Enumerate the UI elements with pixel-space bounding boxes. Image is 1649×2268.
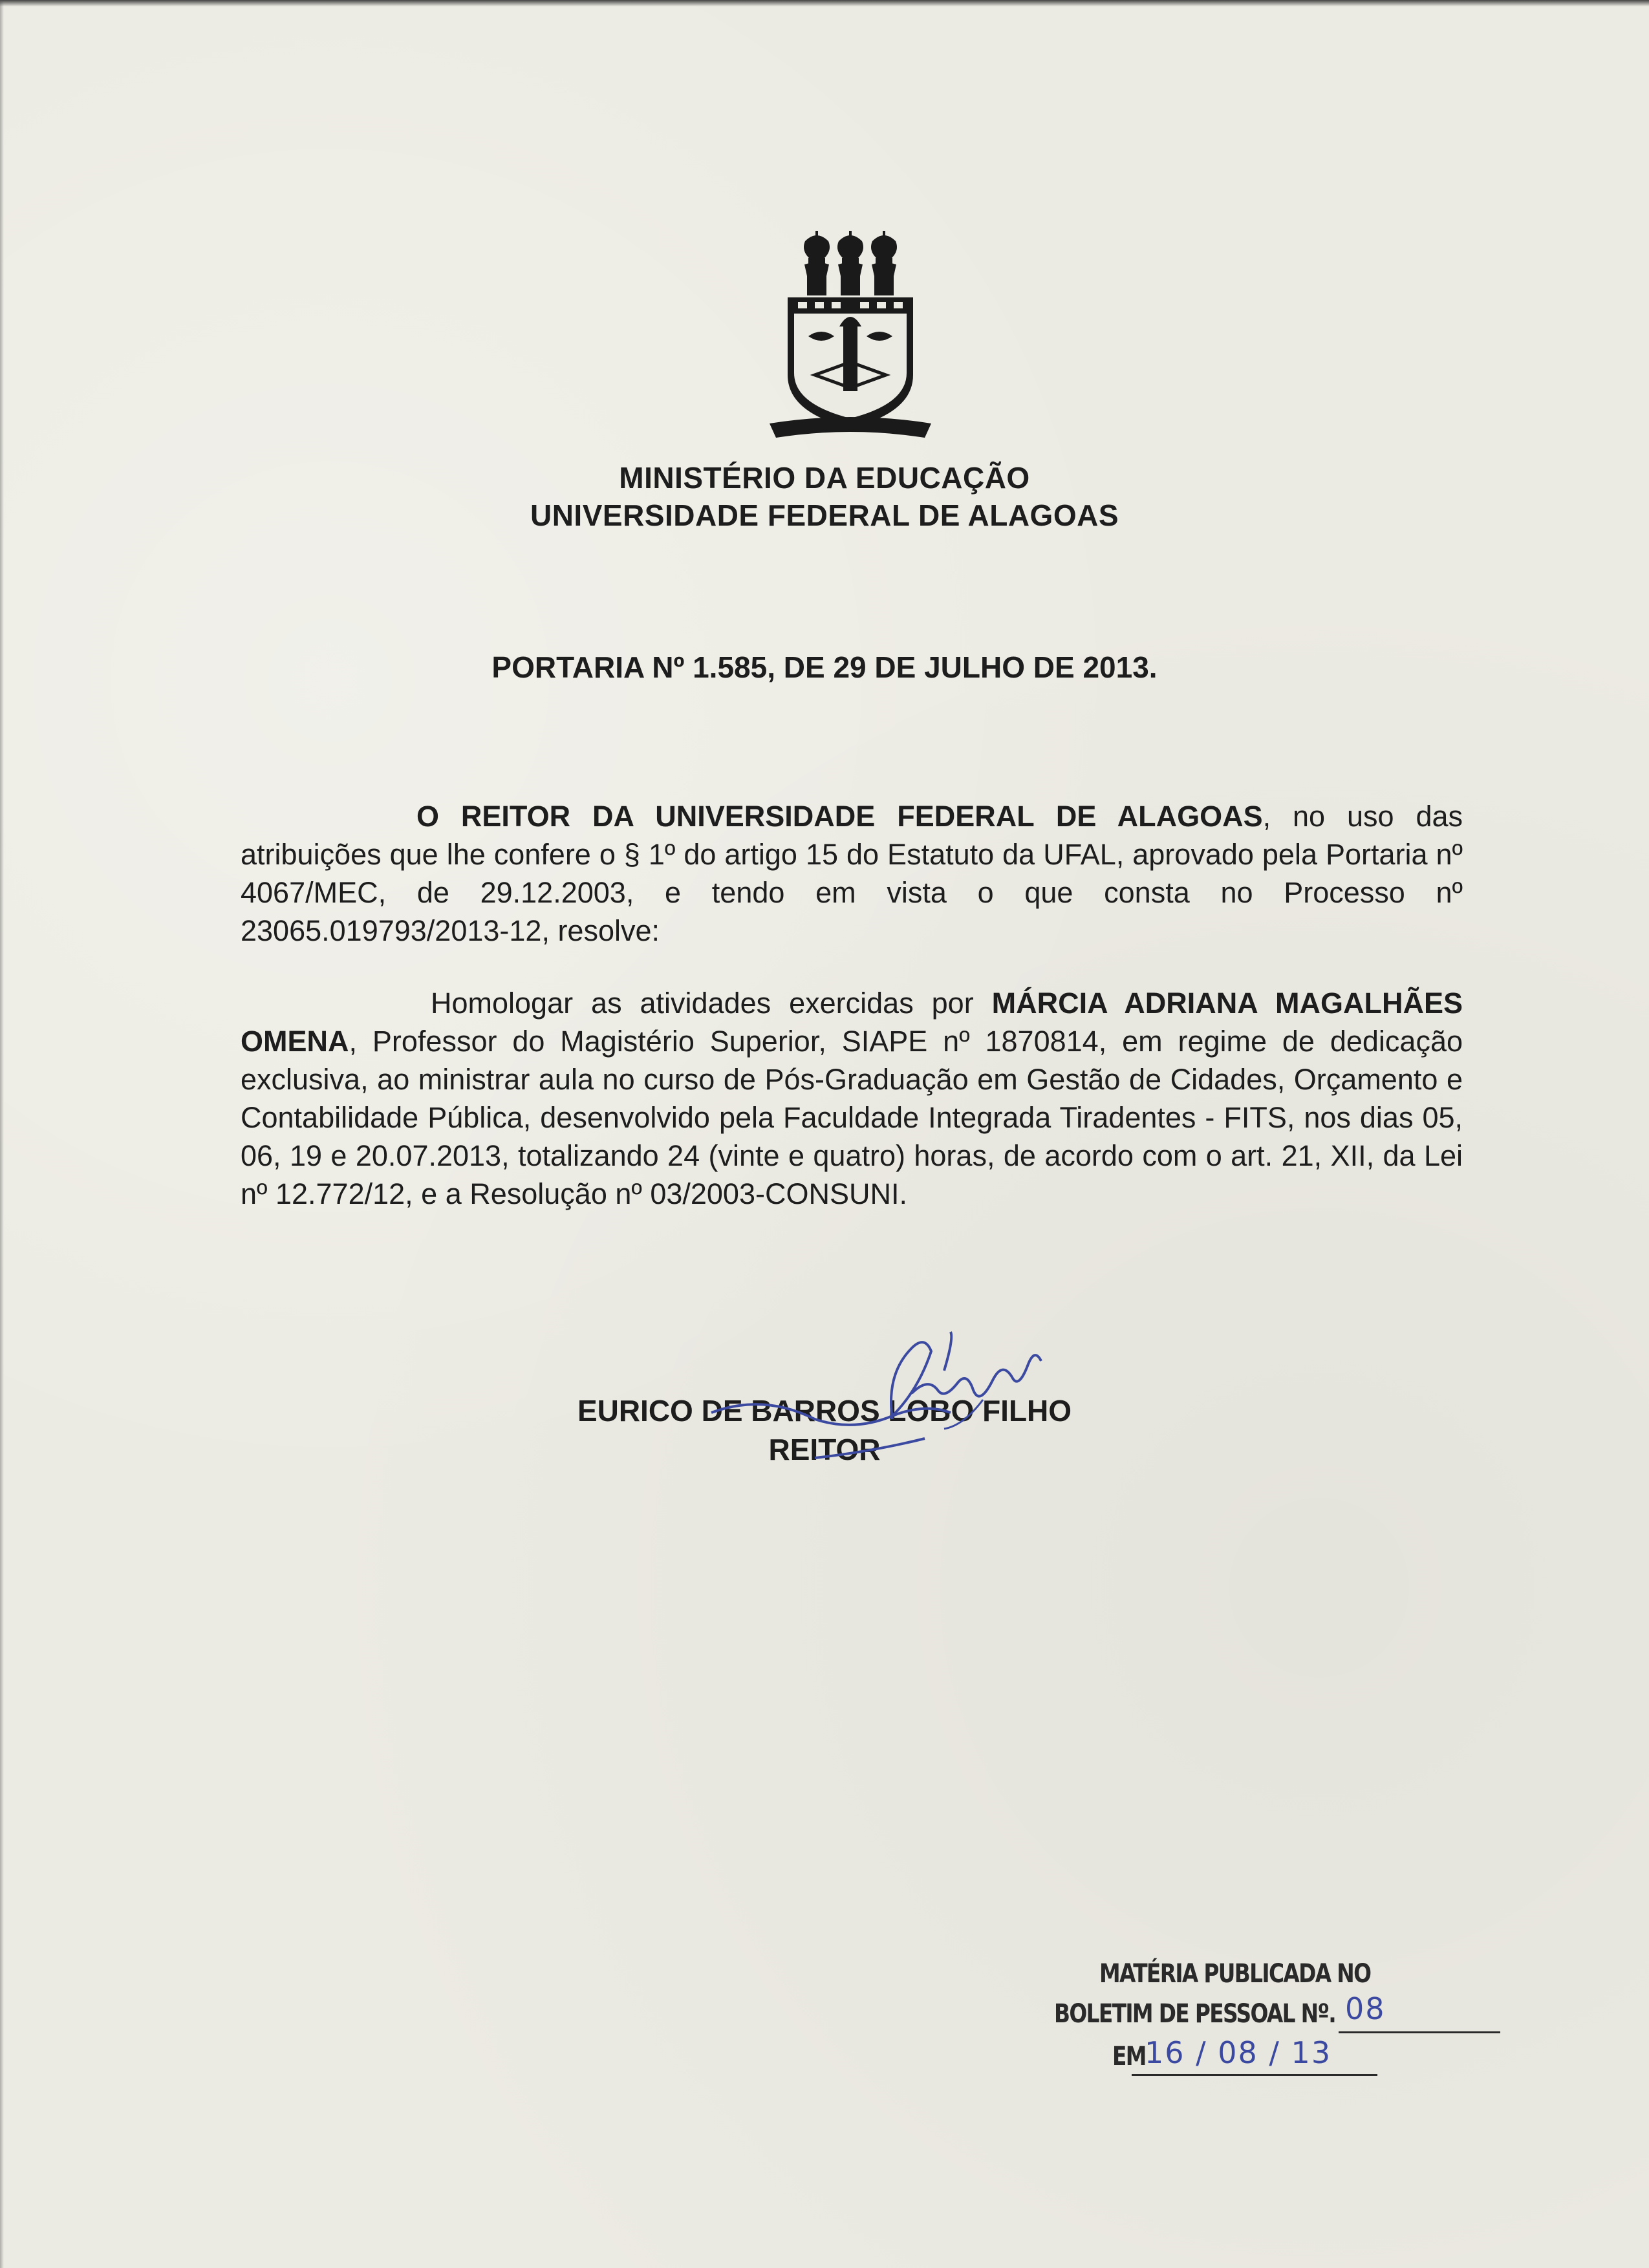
- stamp-underline-number: [1339, 2031, 1500, 2033]
- preamble-text: , no uso das atribuições que lhe confere o § 1º do artigo 15 do Estatuto da UFAL, aprovado pela Portaria nº 4067/MEC, de 29.12.2003, e tendo em vista o que consta no Processo nº 23065.019793/2013-12, resolve:: [241, 800, 1463, 947]
- scan-top-edge: [0, 0, 1649, 6]
- paragraph-preamble: [241, 797, 1463, 950]
- ministry-heading: MINISTÉRIO DA EDUCAÇÃO: [619, 461, 1030, 495]
- university-heading: UNIVERSIDADE FEDERAL DE ALAGOAS: [530, 498, 1119, 532]
- signatory-name: EURICO DE BARROS LOBO FILHO: [577, 1394, 1072, 1428]
- handwritten-signature-icon: [698, 1322, 1112, 1477]
- resolution-text: , Professor do Magistério Superior, SIAPE nº 1870814, em regime de dedicação exclusiva, ao ministrar aula no curso de Pós-Graduação em Gestão de Cidades, Orçamento e Contabilidade Pública, desenvolvido pela Faculdade Integrada Tiradentes - FITS, nos dias 05, 06, 19 e 20.07.2013, totalizando 24 (vinte e quatro) horas, de acordo com o art. 21, XII, da Lei nº 12.772/12, e a Resolução nº 03/2003-CONSUNI.: [241, 1025, 1463, 1210]
- preamble-bold-lead: O REITOR DA UNIVERSIDADE FEDERAL DE ALAGOAS: [416, 800, 1263, 833]
- stamp-underline-date: [1132, 2074, 1377, 2076]
- resolution-bold-name: MÁRCIA ADRIANA MAGALHÃES OMENA: [241, 987, 1463, 1058]
- resolution-lead: Homologar as atividades exercidas por: [431, 987, 992, 1020]
- university-crest-icon: [770, 230, 931, 446]
- signatory-role: REITOR: [768, 1433, 881, 1466]
- stamp-boletim-number: 08: [1345, 1991, 1386, 2026]
- stamp-line-date-prefix: EM: [1112, 2042, 1146, 2071]
- stamp-line-boletim: BOLETIM DE PESSOAL Nº.: [1054, 1999, 1336, 2029]
- paragraph-resolution: [241, 984, 1463, 1213]
- portaria-title: PORTARIA Nº 1.585, DE 29 DE JULHO DE 2013.: [491, 650, 1158, 684]
- stamp-line-published: MATÉRIA PUBLICADA NO: [1099, 1959, 1371, 1989]
- publication-stamp: [1054, 1959, 1507, 2088]
- scan-left-edge: [0, 0, 4, 2268]
- stamp-date: 16 / 08 / 13: [1145, 2035, 1332, 2070]
